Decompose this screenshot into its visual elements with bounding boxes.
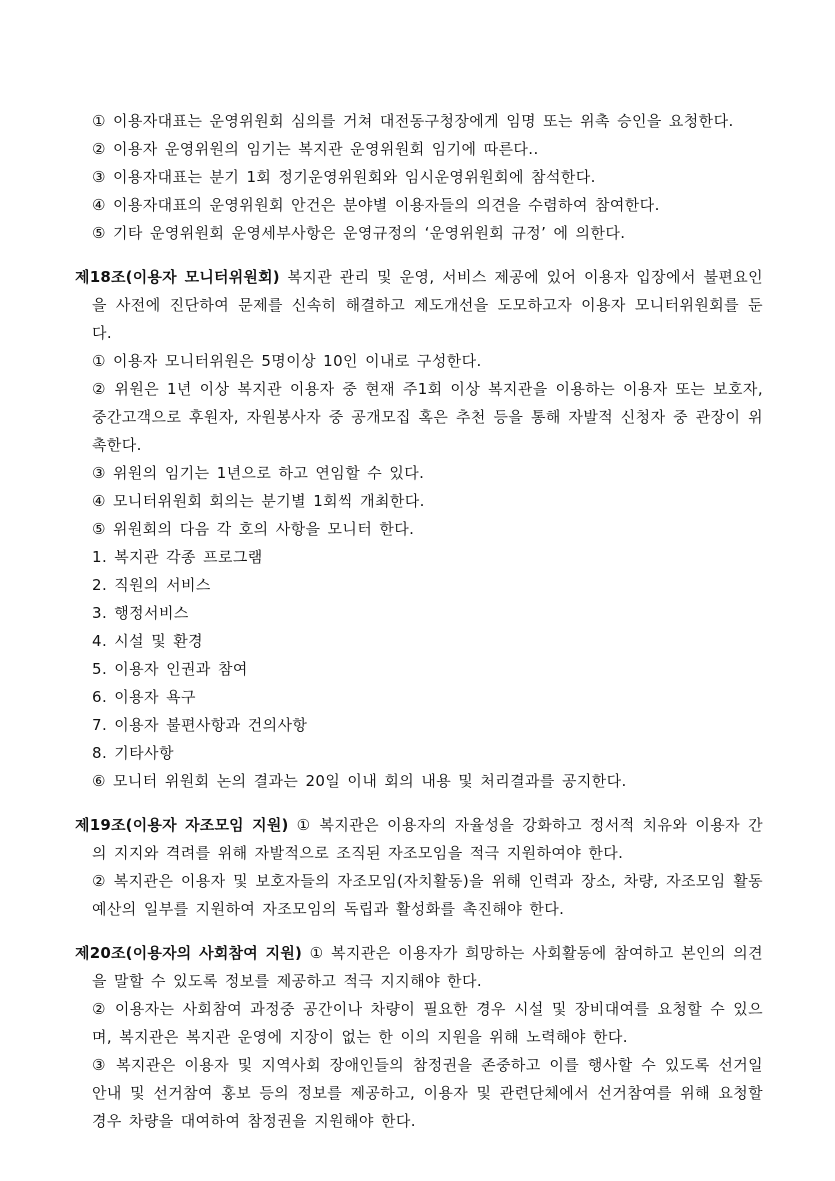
article-numbered-item: 8. 기타사항	[92, 744, 174, 762]
intro-clause-list	[75, 107, 763, 247]
article-heading-paragraph	[75, 811, 763, 867]
article-numbered-item: 6. 이용자 욕구	[92, 688, 196, 706]
article-title: 제18조(이용자 모니터위원회)	[75, 268, 280, 286]
article-numbered-item: 4. 시설 및 환경	[92, 632, 204, 650]
intro-clause-item: ⑤ 기타 운영위원회 운영세부사항은 운영규정의 ‘운영위원회 규정’ 에 의한다.	[92, 224, 626, 242]
article-heading-paragraph	[75, 939, 763, 995]
article-clause-item: ② 위원은 1년 이상 복지관 이용자 중 현재 주1회 이상 복지관을 이용하는 이용자 또는 보호자, 중간고객으로 후원자, 자원봉사자 중 공개모집 혹은 추천 등을 통해 자발적 신청자 중 관장이 위촉한다.	[92, 380, 763, 454]
article-clause-item: ⑤ 위원회의 다음 각 호의 사항을 모니터 한다.	[92, 520, 415, 538]
article-clause-item: ② 복지관은 이용자 및 보호자들의 자조모임(자치활동)을 위해 인력과 장소, 차량, 자조모임 활동예산의 일부를 지원하여 자조모임의 독립과 활성화를 촉진해야 한다.	[92, 872, 763, 918]
article-lead-text: ① 복지관은 이용자가 희망하는 사회활동에 참여하고 본인의 의견을 말할 수 있도록 정보를 제공하고 적극 지지해야 한다.	[92, 944, 764, 990]
intro-clause-item: ② 이용자 운영위원의 임기는 복지관 운영위원회 임기에 따른다..	[92, 140, 539, 158]
article-title: 제20조(이용자의 사회참여 지원)	[75, 944, 303, 962]
article-section-19	[75, 811, 763, 923]
article-clause-item: ① 이용자 모니터위원은 5명이상 10인 이내로 구성한다.	[92, 352, 482, 370]
article-clause-item: ② 이용자는 사회참여 과정중 공간이나 차량이 필요한 경우 시설 및 장비대여를 요청할 수 있으며, 복지관은 복지관 운영에 지장이 없는 한 이의 지원을 위해 노력해야 한다.	[92, 1000, 763, 1046]
intro-clause-item: ③ 이용자대표는 분기 1회 정기운영위원회와 임시운영위원회에 참석한다.	[92, 168, 596, 186]
article-numbered-item: 2. 직원의 서비스	[92, 576, 211, 594]
article-title: 제19조(이용자 자조모임 지원)	[75, 816, 289, 834]
article-clause-item: ③ 복지관은 이용자 및 지역사회 장애인들의 참정권을 존중하고 이를 행사할 수 있도록 선거일 안내 및 선거참여 홍보 등의 정보를 제공하고, 이용자 및 관련단체에서 선거참여를 위해 요청할 경우 차량을 대여하여 참정권을 지원해야 한다.	[92, 1056, 763, 1130]
article-heading-paragraph	[75, 263, 763, 347]
article-clause-item: ⑥ 모니터 위원회 논의 결과는 20일 이내 회의 내용 및 처리결과를 공지한다.	[92, 772, 627, 790]
article-numbered-item: 5. 이용자 인권과 참여	[92, 660, 248, 678]
article-clause-item: ④ 모니터위원회 회의는 분기별 1회씩 개최한다.	[92, 492, 425, 510]
article-numbered-item: 7. 이용자 불편사항과 건의사항	[92, 716, 308, 734]
article-section-20	[75, 939, 763, 1135]
article-numbered-item: 1. 복지관 각종 프로그램	[92, 548, 263, 566]
article-section-18	[75, 263, 763, 795]
article-lead-text: 복지관 관리 및 운영, 서비스 제공에 있어 이용자 입장에서 불편요인을 사전에 진단하여 문제를 신속히 해결하고 제도개선을 도모하고자 이용자 모니터위원회를 둔다.	[92, 268, 763, 342]
article-clause-item: ③ 위원의 임기는 1년으로 하고 연임할 수 있다.	[92, 464, 425, 482]
intro-clause-item: ① 이용자대표는 운영위원회 심의를 거쳐 대전동구청장에게 임명 또는 위촉 승인을 요청한다.	[92, 112, 734, 130]
article-lead-text: ① 복지관은 이용자의 자율성을 강화하고 정서적 치유와 이용자 간의 지지와 격려를 위해 자발적으로 조직된 자조모임을 적극 지원하여야 한다.	[92, 816, 763, 862]
intro-clause-item: ④ 이용자대표의 운영위원회 안건은 분야별 이용자들의 의견을 수렴하여 참여한다.	[92, 196, 660, 214]
article-numbered-item: 3. 행정서비스	[92, 604, 189, 622]
